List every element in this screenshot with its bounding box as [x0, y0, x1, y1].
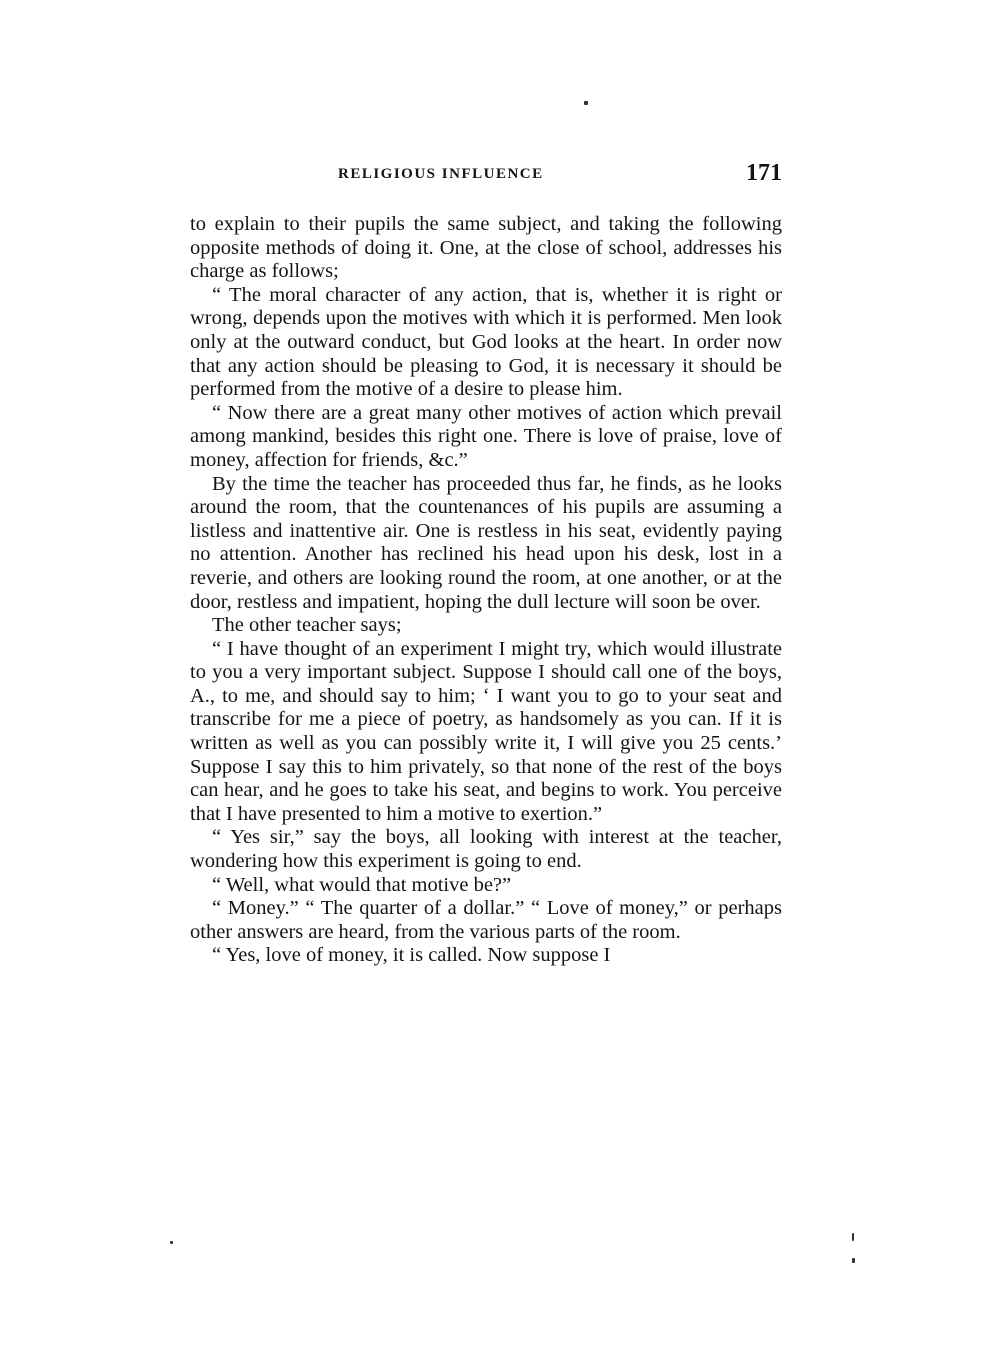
paragraph: “ Well, what would that motive be?”: [212, 873, 512, 896]
ink-speck: [852, 1258, 855, 1263]
running-head: RELIGIOUS INFLUENCE: [338, 166, 544, 182]
ink-speck: [852, 1233, 854, 1241]
page-header: [190, 160, 790, 190]
paragraph: to explain to their pupils the same subject, and taking the following opposite methods of doing it. One, at the close of school, addresses his charge as follows;: [190, 213, 782, 283]
paragraph: “ I have thought of an experiment I might try, which would illustrate to you a very important subject. Suppose I should call one of the boys, A., to me, and should say to him; ‘ I want you to go to your seat and transcribe for me a piece of poetry, as handsomely as you can. If it is written as well as you can possibly write it, I will give you 25 cents.’ Suppose I say this to him privately, so that none of the rest of the boys can hear, and he goes to take his seat, and begins to work. You perceive that I have presented to him a motive to exertion.”: [190, 637, 782, 825]
paragraph: “ Yes sir,” say the boys, all looking with interest at the teacher, wondering how this experiment is going to end.: [190, 826, 782, 873]
paragraph: “ Now there are a great many other motives of action which prevail among mankind, besides this right one. There is love of praise, love of money, affection for friends, &c.”: [190, 401, 782, 471]
ink-speck: [170, 1241, 173, 1244]
paragraph: The other teacher says;: [212, 614, 402, 637]
paragraph: “ Yes, love of money, it is called. Now suppose I: [212, 944, 611, 967]
paragraph: By the time the teacher has proceeded thus far, he finds, as he looks around the room, that the countenances of his pupils are assuming a listless and inattentive air. One is restless in his seat, evidently paying no attention. Another has reclined his head upon his desk, lost in a reverie, and others are looking round the room, at one another, or at the door, restless and impatient, hoping the dull lecture will soon be over.: [190, 472, 782, 613]
page-number: 171: [746, 160, 782, 186]
paragraph: “ The moral character of any action, that is, whether it is right or wrong, depends upon the motives with which it is performed. Men look only at the outward conduct, but God looks at the heart. In order now that any action should be pleasing to God, it is necessary it should be performed from the motive of a desire to please him.: [190, 283, 782, 401]
ink-speck: [584, 101, 588, 105]
paragraph: “ Money.” “ The quarter of a dollar.” “ Love of money,” or perhaps other answers are heard, from the various parts of the room.: [190, 897, 782, 943]
body-text: [190, 213, 782, 968]
